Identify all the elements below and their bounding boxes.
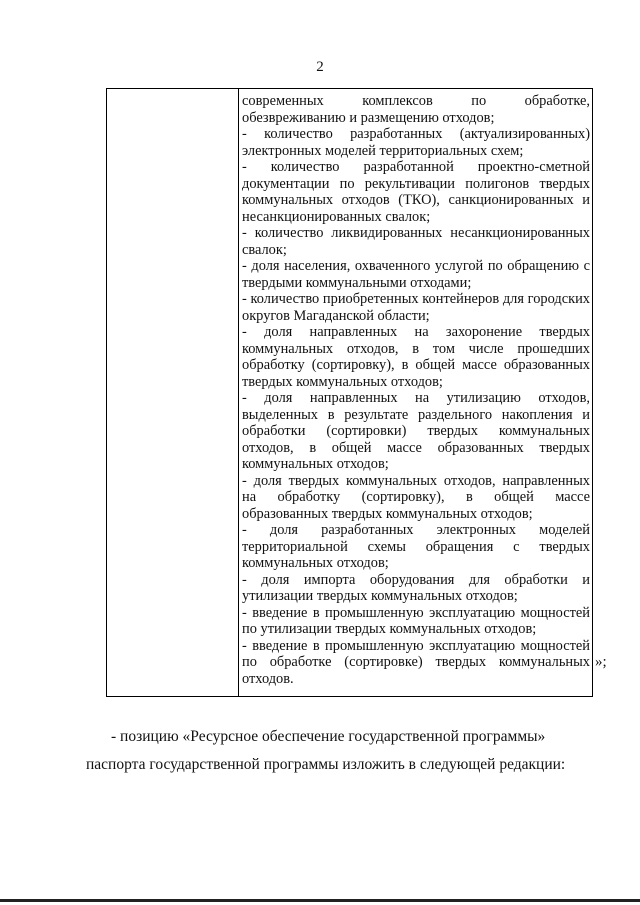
bottom-rule — [0, 899, 640, 902]
closing-quote: »; — [595, 654, 607, 670]
table-right-cell — [239, 89, 592, 696]
indicator-line: - введение в промышленную эксплуатацию мощностей по обработке (сортировке) твердых коммунальных отходов. — [242, 637, 590, 687]
programme-table — [106, 88, 593, 697]
table-left-cell — [107, 89, 239, 696]
indicator-line: современных комплексов по обработке, обезвреживанию и размещению отходов; — [242, 93, 590, 126]
indicator-line: - доля твердых коммунальных отходов, направленных на обработку (сортировку), в общей массе образованных твердых коммунальных отходов; — [242, 472, 590, 522]
indicator-line: - доля направленных на захоронение твердых коммунальных отходов, в том числе прошедших обработку (сортировку), в общей массе образованных твердых коммунальных отходов; — [242, 324, 590, 390]
page-number: 2 — [316, 59, 324, 75]
body-paragraph-2: паспорта государственной программы изложить в следующей редакции: — [86, 756, 566, 773]
indicator-line: - доля населения, охваченного услугой по обращению с твердыми коммунальными отходами; — [242, 258, 590, 291]
indicator-line: - количество ликвидированных несанкционированных свалок; — [242, 225, 590, 258]
indicator-line: - количество приобретенных контейнеров для городских округов Магаданской области; — [242, 291, 590, 324]
indicator-line: - количество разработанной проектно-сметной документации по рекультивации полигонов твердых коммунальных отходов (ТКО), санкционированных и несанкционированных свалок; — [242, 159, 590, 225]
indicator-line: - введение в промышленную эксплуатацию мощностей по утилизации твердых коммунальных отходов; — [242, 604, 590, 637]
indicator-line: - количество разработанных (актуализированных) электронных моделей территориальных схем; — [242, 126, 590, 159]
indicator-line: - доля разработанных электронных моделей территориальной схемы обращения с твердых коммунальных отходов; — [242, 522, 590, 571]
indicator-line: - доля импорта оборудования для обработки и утилизации твердых коммунальных отходов; — [242, 571, 590, 604]
indicator-line: - доля направленных на утилизацию отходов, выделенных в результате раздельного накопления и обработки (сортировки) твердых коммунальных отходов, в общей массе образованных твердых коммунальных отходов; — [242, 390, 590, 472]
body-paragraph-1: - позицию «Ресурсное обеспечение государственной программы» — [111, 728, 546, 745]
